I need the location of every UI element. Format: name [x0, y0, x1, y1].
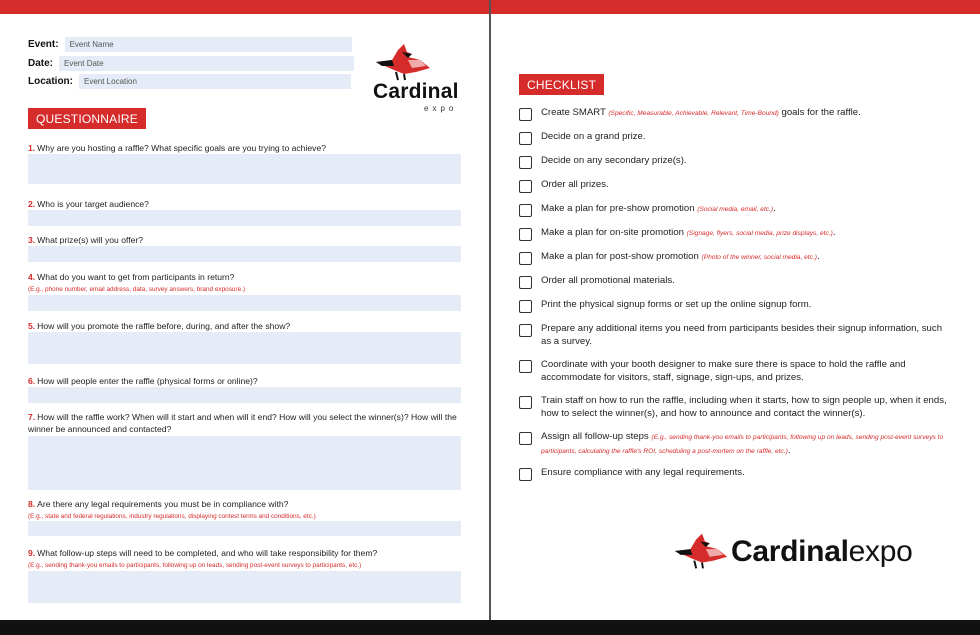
question-7 [28, 412, 461, 435]
question-number: 5. [28, 321, 36, 331]
question-8 [28, 499, 461, 521]
answer-field-3[interactable] [28, 246, 461, 262]
question-text: What prize(s) will you offer? [37, 235, 144, 245]
date-row [28, 56, 354, 71]
answer-field-9[interactable] [28, 571, 461, 603]
question-6 [28, 376, 461, 388]
event-row [28, 37, 352, 52]
checkbox[interactable] [519, 396, 532, 409]
question-1 [28, 143, 461, 155]
checklist-item-10 [519, 323, 949, 348]
question-number: 1. [28, 143, 36, 153]
checkbox[interactable] [519, 360, 532, 373]
answer-field-1[interactable] [28, 154, 461, 184]
checkbox[interactable] [519, 228, 532, 241]
checkbox[interactable] [519, 468, 532, 481]
item-text: Order all prizes. [541, 179, 609, 190]
logo-sub-text: expo [424, 104, 458, 113]
checklist-item-8 [519, 275, 949, 289]
cardinal-expo-logo-large [673, 525, 953, 580]
checkbox[interactable] [519, 156, 532, 169]
question-number: 6. [28, 376, 36, 386]
question-number: 8. [28, 499, 36, 509]
item-hint: (Signage, flyers, social media, prize displays, etc.) [686, 230, 833, 237]
question-2 [28, 199, 461, 211]
checklist-item-6 [519, 227, 949, 241]
answer-field-6[interactable] [28, 387, 461, 403]
question-text: How will the raffle work? When will it start and when will it end? How will you select the winner(s)? How will the winner be announced and contacted? [28, 412, 457, 434]
question-text: Are there any legal requirements you must be in compliance with? [37, 499, 289, 509]
questionnaire-title: QUESTIONNAIRE [28, 108, 146, 129]
answer-field-5[interactable] [28, 332, 461, 364]
item-text: Assign all follow-up steps [541, 431, 652, 442]
checklist-item-12 [519, 395, 949, 420]
question-hint: (E.g., state and federal regulations, industry regulations, displaying contest terms and conditions, etc.) [28, 512, 316, 520]
checkbox[interactable] [519, 132, 532, 145]
item-after: goals for the raffle. [778, 107, 861, 118]
location-label: Location: [28, 76, 73, 87]
cardinal-expo-logo [372, 42, 467, 117]
logo-brand-text [731, 535, 913, 569]
item-after: . [773, 203, 776, 214]
question-text: How will people enter the raffle (physical forms or online)? [37, 376, 258, 386]
event-label: Event: [28, 39, 59, 50]
item-hint: (Specific, Measurable, Achievable, Relevant, Time-Bound) [608, 110, 779, 117]
answer-field-7[interactable] [28, 436, 461, 490]
date-label: Date: [28, 58, 54, 69]
question-5 [28, 321, 461, 333]
question-4 [28, 272, 461, 294]
item-hint: (Social media, email, etc.) [697, 206, 774, 213]
bottom-edge [0, 620, 980, 635]
item-hint: (Photo of the winner, social media, etc.) [701, 254, 817, 261]
answer-field-2[interactable] [28, 210, 461, 226]
top-red-bar [491, 0, 980, 14]
checklist-item-7 [519, 251, 949, 265]
logo-brand-text: Cardinal [373, 80, 459, 103]
checklist-title: CHECKLIST [519, 74, 604, 95]
checkbox[interactable] [519, 204, 532, 217]
event-location-field[interactable]: Event Location [79, 74, 351, 89]
checkbox[interactable] [519, 300, 532, 313]
checklist-item-9 [519, 299, 949, 313]
checklist-item-14 [519, 467, 949, 481]
checkbox[interactable] [519, 432, 532, 445]
checklist-item-1 [519, 107, 949, 121]
item-text: Create SMART [541, 107, 609, 118]
checkbox[interactable] [519, 108, 532, 121]
top-red-bar [0, 0, 489, 14]
question-text: Who is your target audience? [37, 199, 149, 209]
item-text: Ensure compliance with any legal requirements. [541, 467, 745, 478]
cardinal-bird-icon [374, 42, 434, 82]
checklist-item-3 [519, 155, 949, 169]
location-row [28, 74, 351, 89]
item-text: Coordinate with your booth designer to make sure there is space to hold the raffle and accommodate for visitors, staff, signage, sign-ups, and prizes. [541, 359, 906, 383]
checklist-item-2 [519, 131, 949, 145]
checklist-text [541, 107, 861, 121]
event-name-field[interactable]: Event Name [65, 37, 352, 52]
checklist-item-5 [519, 203, 949, 217]
question-text: What follow-up steps will need to be completed, and who will take responsibility for them? [37, 548, 378, 558]
item-text: Train staff on how to run the raffle, including when it starts, how to sign people up, when it ends, how to select the winner(s), and how to announce and contact the winner(s). [541, 395, 947, 419]
item-after: . [787, 444, 791, 456]
question-number: 9. [28, 548, 36, 558]
question-text: What do you want to get from participants in return? [37, 272, 235, 282]
item-hint: (E.g., sending thank-you emails to participants, following up on leads, sending post-event surveys to participants, calculating the raffle's ROI, scheduling a post-mortem on the raffle, etc.) [541, 434, 944, 455]
checkbox[interactable] [519, 276, 532, 289]
cardinal-bird-icon [673, 529, 731, 573]
checkbox[interactable] [519, 324, 532, 337]
checkbox[interactable] [519, 180, 532, 193]
question-number: 3. [28, 235, 36, 245]
item-text: Decide on a grand prize. [541, 131, 646, 142]
item-text: Order all promotional materials. [541, 275, 675, 286]
question-hint: (E.g., phone number, email address, data, survey answers, brand exposure.) [28, 285, 246, 293]
answer-field-8[interactable] [28, 521, 461, 536]
question-3 [28, 235, 461, 247]
logo-brand-bold: Cardinal [731, 535, 849, 568]
checklist-item-13 [519, 431, 949, 458]
answer-field-4[interactable] [28, 295, 461, 311]
item-text: Make a plan for pre-show promotion [541, 203, 698, 214]
question-number: 7. [28, 412, 36, 422]
item-after: . [816, 251, 820, 262]
question-9 [28, 548, 461, 570]
item-text: Print the physical signup forms or set up the online signup form. [541, 299, 812, 310]
question-text: How will you promote the raffle before, during, and after the show? [37, 321, 291, 331]
checklist-item-4 [519, 179, 949, 193]
item-text: Decide on any secondary prize(s). [541, 155, 687, 166]
item-text: Make a plan for post-show promotion [541, 251, 702, 262]
item-text: Make a plan for on-site promotion [541, 227, 687, 238]
checklist-item-11 [519, 359, 949, 384]
questionnaire-page [0, 0, 489, 620]
item-after: . [832, 227, 836, 238]
question-number: 2. [28, 199, 36, 209]
logo-brand-light: expo [848, 535, 913, 568]
question-number: 4. [28, 272, 36, 282]
question-hint: (E.g., sending thank-you emails to participants, following up on leads, sending post-event surveys to participants, etc.) [28, 561, 362, 569]
item-text: Prepare any additional items you need from participants besides their signup information, such as a survey. [541, 323, 943, 347]
event-date-field[interactable]: Event Date [59, 56, 354, 71]
checkbox[interactable] [519, 252, 532, 265]
question-text: Why are you hosting a raffle? What specific goals are you trying to achieve? [37, 143, 327, 153]
